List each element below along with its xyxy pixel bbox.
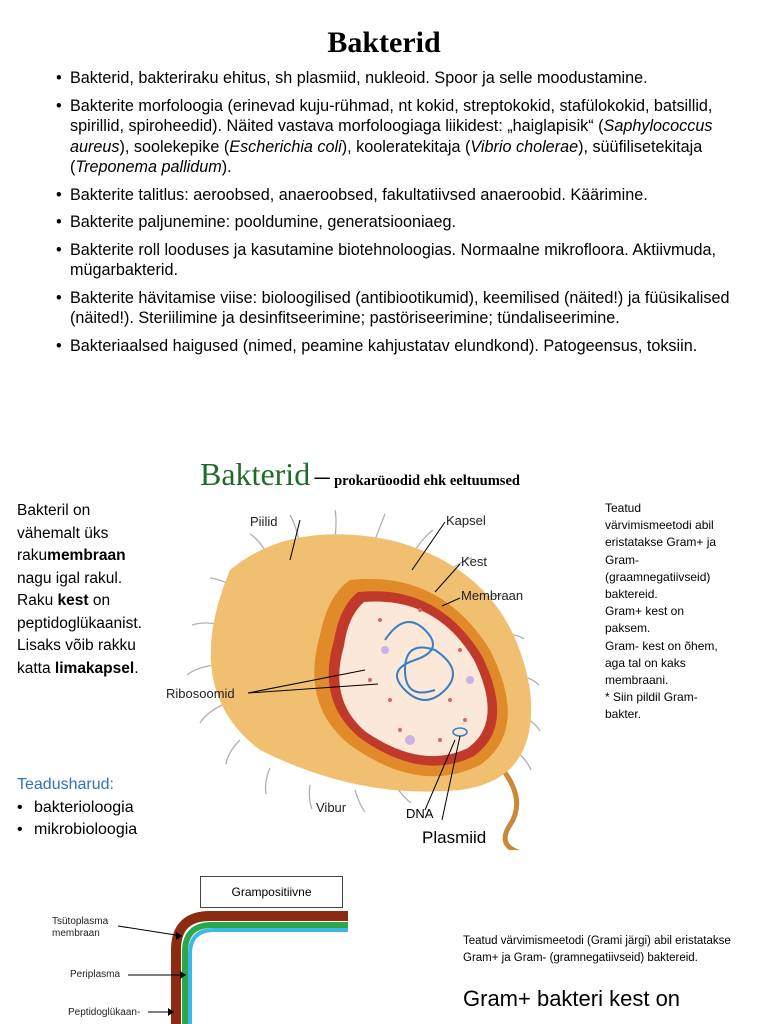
label-membraan: Membraan (461, 588, 524, 603)
membrane-layer (190, 930, 348, 1024)
list-item: • Bakterite morfoloogia (erinevad kuju-rühmad, nt kokid, streptokokid, stafülokokid, batsillid, spirillid, spiroheedid). Näited vastava morfoloogiaga liikidest: „haiglapisik“ (Saphylococcus aureus), soolekepike (Escherichia coli), kooleratekitaja (Vibrio cholerae), süüfilisetekitaja (Treponema pallidum). (56, 96, 746, 178)
branches-list (17, 797, 137, 841)
membrane-description: Bakteril on vähemalt üks rakumembraan nagu igal rakul. Raku kest on peptidoglükaanist. Lisaks võib rakku katta limakapsel. (17, 502, 142, 677)
periplasm-layer (185, 925, 348, 1024)
list-item: • Bakterite paljunemine: pooldumine, generatsiooniaeg. (56, 212, 746, 233)
label-vibur: Vibur (316, 800, 347, 815)
label-kest: Kest (461, 554, 488, 569)
label-peptidoglukaan: Peptidoglükaan- (68, 1007, 141, 1018)
label-periplasma: Periplasma (70, 969, 121, 980)
list-item: • Bakteriaalsed haigused (nimed, peamine kahjustatav elundkond). Patogeensus, toksiin. (56, 336, 746, 357)
gram-staining-summary: Teatud värvimismeetodi (Grami järgi) abil eristatakse Gram+ ja Gram- (gramnegatiivseid) baktereid. (463, 935, 731, 964)
label-plasmiid: Plasmiid (422, 828, 487, 847)
label-kapsel: Kapsel (446, 513, 486, 528)
gram-staining-note: Teatud värvimismeetodi abil eristatakse Gram+ ja Gram- (graamnegatiivseid) baktereid. Gram+ kest on paksem. Gram- kest on õhem, aga tal on kaks membraani. * Siin pildil Gram- bakter. (605, 501, 718, 722)
label-tsutoplasma: Tsütoplasma membraan (52, 916, 109, 939)
list-item: • Bakterite roll looduses ja kasutamine biotehnoloogias. Normaalne mikrofloora. Aktiivmuda, mügarbakterid. (56, 240, 746, 281)
list-item: • mikrobioloogia (17, 819, 137, 841)
label-piilid: Piilid (250, 514, 278, 529)
page-title: Bakterid (327, 26, 441, 59)
topic-list (56, 68, 746, 363)
diagram-title: Bakterid – prokarüoodid ehk eeltuumsed (200, 456, 520, 492)
bacterium-illustration (160, 500, 600, 850)
list-item: • Bakterite talitlus: aeroobsed, anaeroobsed, fakultatiivsed anaeroobid. Käärimine. (56, 185, 746, 206)
branches-title: Teadusharud: (17, 776, 114, 793)
label-dna: DNA (406, 806, 434, 821)
gram-positive-label-box: Grampositiivne (200, 876, 343, 908)
label-ribosoomid: Ribosoomid (166, 686, 235, 701)
list-item: • Bakterid, bakteriraku ehitus, sh plasmiid, nukleoid. Spoor ja selle moodustamine. (56, 68, 746, 89)
list-item: • bakterioloogia (17, 797, 137, 819)
list-item: • Bakterite hävitamise viise: bioloogilised (antibiootikumid), keemilised (näited!) ja füüsikalised (näited!). Steriilimine ja desinfitseerimine; pastöriseerimine; tündaliseerimine. (56, 288, 746, 329)
gram-positive-heading: Gram+ bakteri kest on (463, 986, 681, 1011)
